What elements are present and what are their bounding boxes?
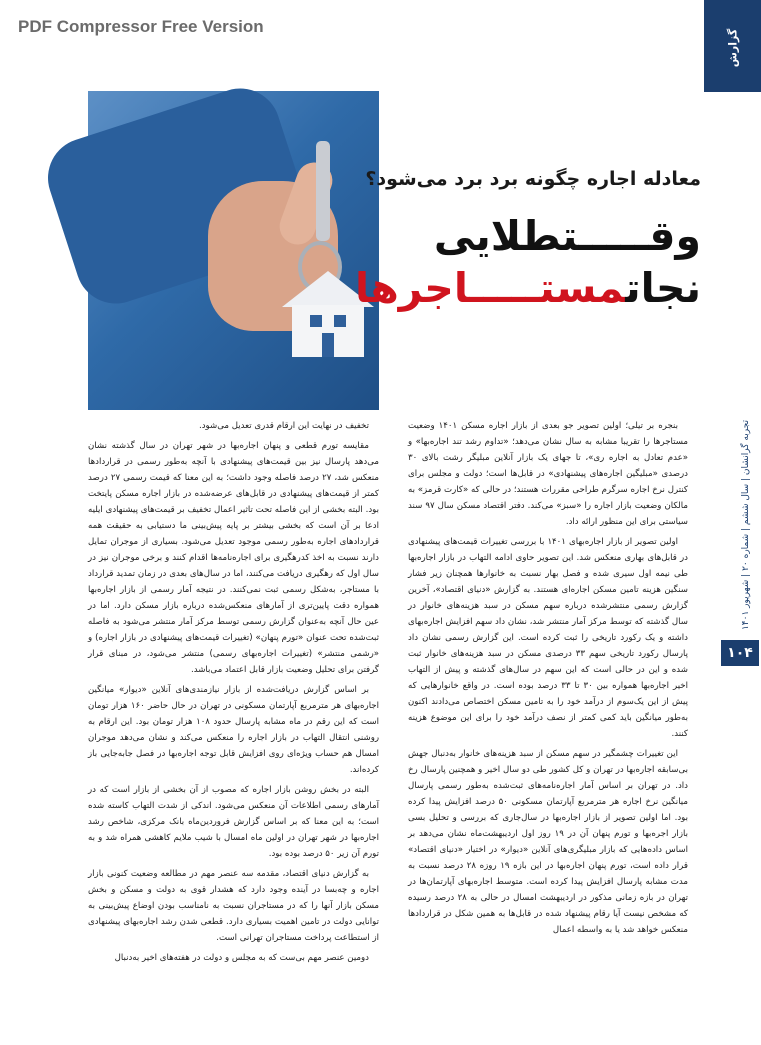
paragraph: تخفیف در نهایت این ارقام قدری تعدیل می‌شود. bbox=[199, 421, 369, 431]
paragraph: بنجره بر تیلی؛ اولین تصویر جو بعدی از بازار اجاره مسکن ۱۴۰۱ وضعیت مستاجرها را تقریبا مشابه به سال نشان می‌دهد؛ «تداوم رشد تند اجاره‌بها» و «عدم تعادل به اجاره ری»، تا جهای یک بازار آنلاین مبلیگر رشت بالای ۳۰ درصدی «مبلیگین اجاره‌های پیشنهادی» در قابل‌ها است؛ دولت و مجلس برای کنترل نرخ اجاره سرگرم طراحی مقررات هستند؛ در حالی که «کارت قرمز» به مالکان وضعیت بازار اجاره را «سبز» می‌کند. دفتر اقتصاد مسکن سال ۹۷ سند سیاستی برای این منظور ارائه داد. bbox=[408, 421, 688, 527]
watermark: PDF Compressor Free Version bbox=[18, 17, 264, 36]
issue-info: تجربه گرانشان | سال ششم | شماره ۲۰ | شهریور ۱۴۰۱ bbox=[741, 419, 751, 631]
headline-red-part: مستـــــاجرها bbox=[354, 264, 626, 312]
page-number: ۱۰۴ bbox=[721, 640, 759, 666]
hero-photo bbox=[88, 91, 379, 410]
headline-line-1: وقـــــتطلایی bbox=[433, 212, 701, 260]
paragraph: بر اساس گزارش دریافت‌شده از بازار نیازمندی‌های آنلاین «دیوار» میانگین اجاره‌بهای هر مترمربع آپارتمان مسکونی در تهران در حال حاضر ۱۶۰ هزار تومان است که این رقم در ماه مشابه پارسال حدود ۱۰۸ هزار تومان بود. این ارقام به روشنی انتقال التهاب در بازار اجاره را منعکس می‌کند و نشان می‌دهد موجران امسال هم حساب ویژه‌ای روی افزایش قابل توجه اجاره‌بها در فصل جابه‌جایی باز کرده‌اند. bbox=[88, 685, 380, 775]
paragraph: البته در بخش روشن بازار اجاره که مصوب از آن بخشی از بازار است که در آمارهای رسمی اطلاعات آن منعکس می‌شود. اندکی از شدت التهاب کاسته شده است؛ به این معنا که بر اساس گزارش فروردین‌ماه بانک مرکزی، شاخص رشد اجاره‌بها در شهر تهران در اولین ماه امسال با شیب ملایم کاهشی همراه شد و به تورم آن زیر ۵۰ درصد بوده بود. bbox=[88, 785, 379, 859]
paragraph: اولین تصویر از بازار اجاره‌بهای ۱۴۰۱ با بررسی تغییرات قیمت‌های پیشنهادی در قابل‌های بهاری منعکس شد. این تصویر حاوی ادامه التهاب در بازار اجاره‌بها طی نیمه اول سیری شده و فصل بهار نسبت به خانوارها همچنان زیر فشار سنگین هزینه تامین مسکن اجاره‌ای هستند. به گزارش «دنیای اقتصاد»، آخرین گزارش رسمی منتشرشده درباره سهم مسکن در سبد هزینه‌های خانوار در سال گذشته که توسط مرکز آمار منتشر شد، نشان داد سهم افزایش اجاره‌بهای داشته و یک رکورد تاریخی را ثبت کرده است. این گزارش رسمی نشان داد پارسال رکورد تاریخی سهم ۳۳ درصدی مسکن در سبد هزینه‌های خانوار ثبت شده و این در حالی است که این سهم در سال‌های گذشته و پیش از التهاب اخیر اجاره‌بها همواره بین ۳۰ تا ۳۳ درصد بوده است. در واقع خانوارهایی که پیش از این یک‌سوم از درآمد خود را به تامین مسکن اختصاص می‌دادند اکنون به‌طور میانگین باید کمی کمتر از نصف درآمد خود را برای این موضوع هزینه کنند. bbox=[408, 537, 688, 739]
paragraph: دومین عنصر مهم بی‌ست که به مجلس و دولت در هفته‌های اخیر به‌دنبال bbox=[114, 953, 369, 963]
paragraph: مقایسه تورم قطعی و پنهان اجاره‌بها در شهر تهران در سال گذشته نشان می‌دهد پارسال نیز بین قیمت‌های پیشنهادی با آنچه به‌طور رسمی در قراردادها منعکس شد، ۲۷ درصد فاصله وجود داشت؛ به این معنا که قیمت رسمی ۲۷ درصد کمتر از قیمت‌های پیشنهادی در قابل‌های عرضه‌شده در بازار اجاره مسکن پایتخت بود. البته بخشی از این فاصله تحت تاثیر اعمال تخفیف بر قیمت‌های پیشنهادی ایلیه ادعا بر آن است که بخشی بیشتر بر پایه پیش‌بینی ما دستیابی به حقیقت همه قراردادهای اجاره به‌طور رسمی موجود تعدیل می‌شود. بسیاری از موجران تمایل دارند نسبت به اخذ کدرهگیری برای اجاره‌نامه‌ها اقدام کنند و برخی موجران نیز در سال اول که رهگیری دریافت می‌کنند، اما در سال‌های بعدی در زمان تمدید قرارداد با مستاجر، به‌شکل رسمی ثبت نمی‌کنند. در نتیجه آمار رسمی از بازار اجاره‌بها همواره دقت پایین‌تری از آمارهای منعکس‌شده درباره بازار مسکن دارد. اما در عین حال آنچه به‌عنوان گزارش رسمی توسط مرکز آمار منتشر می‌شود به فاصله ثبت‌شده تحت عنوان «تورم پنهان» (تغییرات قیمت‌های پیشنهادی در بازار اجاره) و «رشمی منتشر» (تغییرات اجاره‌بهای رسمی) منتشر می‌شود، در مبنای قرار گرفتن برای تحلیل وضعیت بازار قابل اعتماد می‌باشد. bbox=[88, 441, 379, 675]
section-label: گزارش bbox=[726, 28, 739, 68]
paragraph: این تغییرات چشمگیر در سهم مسکن از سبد هزینه‌های خانوار به‌دنبال جهش بی‌سابقه اجاره‌بها در تهران و کل کشور طی دو سال اخیر و همچنین پارسال رخ داد. در تهران بر اساس آمار اجاره‌نامه‌های ثبت‌شده به‌طور رسمی پارسال میانگین نرخ اجاره هر مترمربع آپارتمان مسکونی ۵۰ درصد افزایش پیدا کرده بود. اما اولین تصویر از بازار اجاره‌بها در سال‌جاری که بررسی و تحلیل بسی بازار اجره‌بها و تورم پنهان آن در ۱۹ روز اول اردیبهشت‌ماه نشان می‌دهد بر اساس داده‌هایی که بازار مبلیگری‌های آنلاین «دیوار» در اختیار «دنیای اقتصاد» قرار داده است، تورم پنهان اجاره‌بها در این بازه ۱۹ روزه ۲۸ درصد نسبت به مدت مشابه پارسال افزایش پیدا کرده است. متوسط اجاره‌بهای آپارتمان‌ها در تهران در بازه زمانی مذکور در اردیبهشت امسال در حالی به ۲۸ درصد رسیده که مشخص نیست آیا رقام پیشنهاد شده در قابل‌ها به همین شکل در قراردادها منعکس خواهد شد یا به واسطه اعمال bbox=[408, 749, 689, 935]
article-column-right bbox=[408, 418, 688, 953]
section-tab bbox=[704, 0, 761, 92]
kicker: معادله اجاره چگونه برد برد می‌شود؟ bbox=[365, 168, 701, 190]
paragraph: به گزارش دنیای اقتصاد، مقدمه سه عنصر مهم در مطالعه وضعیت کنونی بازار اجاره و چه‌بسا در آینده وجود دارد که هشدار قوی به دولت و مسکن و بخش مسکن بازار آنها را که در مستاجران نسبت به نامناسب بودن اوضاع پیش‌بینی به توانایی دولت در تامین اهمیت بسیاری دارد. قطعی شدن رشد اجاره‌بهای پیشنهادی از استطاعت پرداخت مستاجران تهرانی است. bbox=[88, 869, 379, 943]
headline-line-2 bbox=[355, 264, 701, 312]
issue-strip bbox=[737, 420, 755, 630]
key-icon bbox=[316, 141, 330, 241]
article-column-left bbox=[88, 418, 380, 963]
headline-dark-part: نجات bbox=[625, 264, 701, 312]
